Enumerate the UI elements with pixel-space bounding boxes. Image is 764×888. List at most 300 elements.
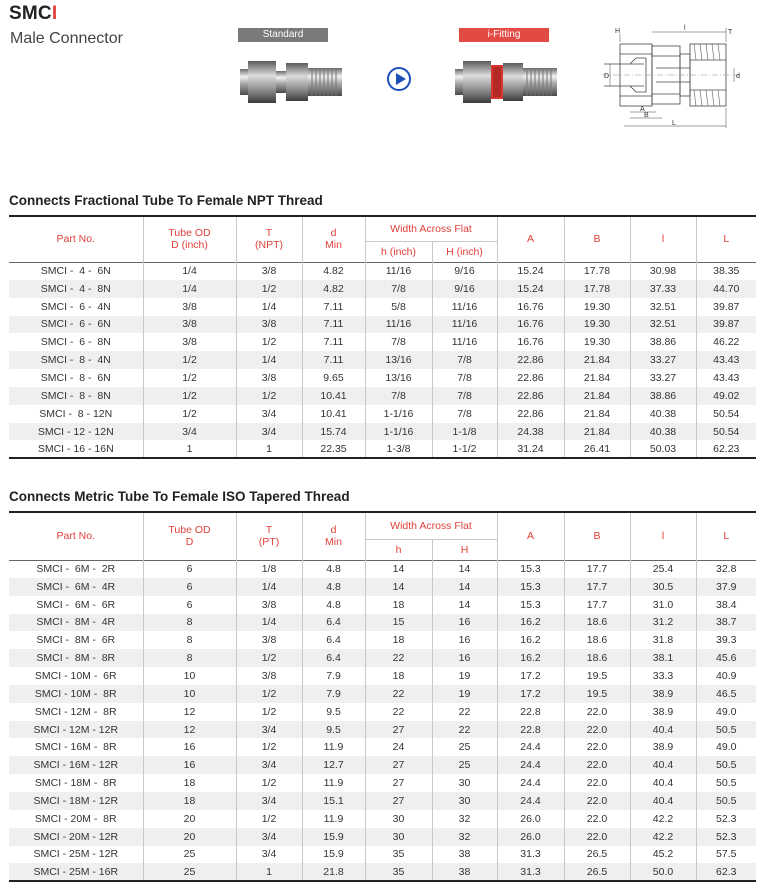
table-cell: 26.5: [564, 846, 630, 864]
table-cell: 16: [432, 649, 497, 667]
table-cell: 4.82: [302, 262, 365, 280]
part-number-cell: SMCI - 18M - 12R: [9, 792, 143, 810]
table-cell: 1-1/2: [432, 440, 497, 458]
table-cell: 3/8: [143, 316, 236, 334]
fractional-spec-table: [9, 215, 756, 459]
table-cell: 30.98: [630, 262, 696, 280]
part-number-cell: SMCI - 12M - 12R: [9, 721, 143, 739]
table-cell: 62.3: [696, 863, 756, 881]
table-cell: 25.4: [630, 560, 696, 578]
table-cell: 16: [432, 631, 497, 649]
table-cell: 24.38: [497, 423, 564, 441]
table-cell: 16.2: [497, 649, 564, 667]
part-number-cell: SMCI - 10M - 6R: [34, 669, 117, 682]
table-cell: 49.0: [696, 703, 756, 721]
col-l-big: L: [696, 216, 756, 262]
table-cell: 16.76: [497, 298, 564, 316]
table-cell: 1/2: [236, 685, 302, 703]
table-cell: 21.8: [302, 863, 365, 881]
table-cell: 7/8: [432, 387, 497, 405]
col-width-across-flat: Width Across Flat: [365, 216, 497, 241]
product-name: Male Connector: [10, 30, 123, 47]
table-cell: 4.8: [302, 596, 365, 614]
table-row: [9, 649, 756, 667]
table-cell: 22.86: [497, 369, 564, 387]
table-row: [9, 774, 756, 792]
col-h-big: H: [432, 539, 497, 560]
table-cell: 1: [143, 440, 236, 458]
table-cell: 1/4: [236, 351, 302, 369]
table-row: [9, 792, 756, 810]
table-cell: 15: [365, 614, 432, 632]
table-cell: 10: [143, 685, 236, 703]
part-number-cell: SMCI - 25M - 12R: [33, 848, 119, 861]
svg-text:L: L: [672, 120, 676, 127]
table-cell: 1-3/8: [365, 440, 432, 458]
table-cell: 18.6: [564, 649, 630, 667]
table-cell: 5/8: [365, 298, 432, 316]
table-cell: 57.5: [696, 846, 756, 864]
part-number-cell: SMCI - 4 - 8N: [9, 280, 143, 298]
svg-text:D: D: [604, 73, 610, 80]
table-cell: 25: [432, 738, 497, 756]
part-number-cell: SMCI - 16M - 12R: [9, 756, 143, 774]
table-cell: 15.3: [497, 596, 564, 614]
col-l-big: L: [696, 512, 756, 560]
table-cell: 1-1/16: [365, 423, 432, 441]
table-cell: 21.84: [564, 351, 630, 369]
part-number-cell: SMCI - 6 - 4N: [40, 300, 111, 313]
table-cell: 22.0: [564, 703, 630, 721]
table-cell: 19.5: [564, 685, 630, 703]
table-cell: 7.9: [302, 667, 365, 685]
col-tube-od: Tube OD D (inch): [143, 216, 236, 262]
table-cell: 17.7: [564, 560, 630, 578]
table-cell: 40.4: [630, 721, 696, 739]
table-cell: 11.9: [302, 774, 365, 792]
table-cell: 38.9: [630, 738, 696, 756]
table-cell: 9.65: [302, 369, 365, 387]
table-cell: 7.11: [302, 351, 365, 369]
col-b: B: [564, 216, 630, 262]
table-row: [9, 685, 756, 703]
svg-text:H: H: [615, 28, 621, 35]
table-cell: 22.0: [564, 738, 630, 756]
table-cell: 13/16: [365, 369, 432, 387]
table-cell: 22.0: [564, 756, 630, 774]
part-number-cell: SMCI - 8M - 8R: [9, 649, 143, 667]
table-cell: 3/8: [236, 667, 302, 685]
table-cell: 16.2: [497, 614, 564, 632]
table-cell: 7/8: [432, 405, 497, 423]
table-cell: 26.0: [497, 810, 564, 828]
part-number-cell: SMCI - 8M - 4R: [9, 614, 143, 632]
table-cell: 3/8: [236, 369, 302, 387]
table-cell: 14: [365, 560, 432, 578]
table-cell: 4.8: [302, 578, 365, 596]
table-cell: 31.24: [497, 440, 564, 458]
table-row: [9, 846, 756, 864]
table-cell: 35: [365, 863, 432, 881]
table-cell: 1/4: [143, 280, 236, 298]
table-cell: 30: [365, 810, 432, 828]
table-cell: 31.8: [630, 631, 696, 649]
table-cell: 1/4: [236, 614, 302, 632]
metric-spec-table: [9, 511, 756, 882]
col-h-small: h (inch): [365, 241, 432, 262]
table-row: [9, 298, 756, 316]
table-cell: 18: [365, 596, 432, 614]
table-cell: 46.5: [696, 685, 756, 703]
table-cell: 43.43: [696, 369, 756, 387]
part-number-cell: SMCI - 8 - 4N: [9, 351, 143, 369]
table-cell: 3/8: [236, 631, 302, 649]
table-cell: 50.5: [696, 721, 756, 739]
table-cell: 17.78: [564, 280, 630, 298]
table-cell: 6.4: [302, 631, 365, 649]
play-arrow-icon[interactable]: [387, 67, 411, 91]
table-cell: 40.9: [696, 667, 756, 685]
table-cell: 50.03: [630, 440, 696, 458]
table-cell: 11/16: [432, 316, 497, 334]
table-cell: 32: [432, 828, 497, 846]
table-row: [9, 387, 756, 405]
table-cell: 14: [432, 596, 497, 614]
table-cell: 22.0: [564, 792, 630, 810]
table-cell: 24.4: [497, 774, 564, 792]
table-cell: 8: [143, 649, 236, 667]
table-cell: 10.41: [302, 405, 365, 423]
table-cell: 25: [143, 863, 236, 881]
col-t: T (NPT): [236, 216, 302, 262]
col-part-no: Part No.: [9, 512, 143, 560]
table-row: [9, 810, 756, 828]
table-cell: 14: [432, 578, 497, 596]
table-cell: 9.5: [302, 721, 365, 739]
table-cell: 38.35: [696, 262, 756, 280]
col-l-small: l: [630, 216, 696, 262]
table-cell: 7.11: [302, 298, 365, 316]
table-cell: 50.5: [696, 774, 756, 792]
table-cell: 3/4: [236, 721, 302, 739]
table-cell: 45.6: [696, 649, 756, 667]
table-cell: 22: [365, 685, 432, 703]
table-cell: 1/2: [236, 810, 302, 828]
table-cell: 33.27: [630, 351, 696, 369]
table-row: [9, 667, 756, 685]
table-cell: 1/2: [236, 387, 302, 405]
table-cell: 7/8: [432, 369, 497, 387]
svg-text:A: A: [640, 106, 645, 113]
table-cell: 6.4: [302, 614, 365, 632]
part-number-cell: SMCI - 6 - 8N: [40, 336, 111, 349]
table-cell: 1/2: [236, 738, 302, 756]
table-cell: 1/2: [143, 369, 236, 387]
part-number-cell: SMCI - 8 - 6N: [40, 371, 111, 384]
col-width-across-flat: Width Across Flat: [365, 512, 497, 539]
table-cell: 38: [432, 846, 497, 864]
table-cell: 1: [236, 863, 302, 881]
table-cell: 11/16: [432, 298, 497, 316]
table-cell: 7.11: [302, 333, 365, 351]
table-cell: 19.5: [564, 667, 630, 685]
table-cell: 30: [432, 792, 497, 810]
table-cell: 38.9: [630, 703, 696, 721]
table-cell: 1/4: [236, 298, 302, 316]
standard-badge: Standard: [238, 28, 328, 42]
table-row: [9, 596, 756, 614]
table-row: [9, 405, 756, 423]
table-cell: 7/8: [365, 333, 432, 351]
table-cell: 9/16: [432, 262, 497, 280]
table-cell: 22: [365, 649, 432, 667]
table-cell: 22.8: [497, 703, 564, 721]
table-cell: 1/2: [236, 774, 302, 792]
table-cell: 18.6: [564, 631, 630, 649]
table-cell: 22.0: [564, 828, 630, 846]
table-cell: 19.30: [564, 316, 630, 334]
table-cell: 7.9: [302, 685, 365, 703]
table-cell: 4.8: [302, 560, 365, 578]
table-cell: 1/4: [143, 262, 236, 280]
table-cell: 3/4: [236, 792, 302, 810]
table-cell: 15.3: [497, 560, 564, 578]
table-cell: 31.3: [497, 863, 564, 881]
table-cell: 37.9: [696, 578, 756, 596]
table-cell: 12.7: [302, 756, 365, 774]
table-cell: 15.24: [497, 262, 564, 280]
table-cell: 11/16: [365, 262, 432, 280]
col-l-small: l: [630, 512, 696, 560]
svg-text:B: B: [644, 112, 649, 119]
table-cell: 32.51: [630, 316, 696, 334]
table-cell: 19: [432, 667, 497, 685]
table-cell: 18: [143, 774, 236, 792]
table-row: [9, 560, 756, 578]
table-cell: 39.87: [696, 316, 756, 334]
part-number-cell: SMCI - 4 - 6N: [9, 262, 143, 280]
ifitting-badge: i-Fitting: [459, 28, 549, 42]
table-cell: 22.35: [302, 440, 365, 458]
table-row: [9, 828, 756, 846]
table-cell: 11.9: [302, 810, 365, 828]
table-cell: 20: [143, 828, 236, 846]
table-cell: 3/4: [143, 423, 236, 441]
table-cell: 16: [432, 614, 497, 632]
table-row: [9, 423, 756, 441]
table-cell: 18: [365, 631, 432, 649]
table-cell: 21.84: [564, 405, 630, 423]
standard-fitting-image: [237, 55, 345, 111]
table-cell: 26.5: [564, 863, 630, 881]
table-cell: 7.11: [302, 316, 365, 334]
table-cell: 3/8: [236, 316, 302, 334]
part-number-cell: SMCI - 8M - 6R: [36, 634, 116, 647]
table-cell: 20: [143, 810, 236, 828]
table-cell: 22.86: [497, 387, 564, 405]
table-cell: 17.2: [497, 685, 564, 703]
table-cell: 50.5: [696, 756, 756, 774]
table-row: [9, 703, 756, 721]
table-cell: 10: [143, 667, 236, 685]
part-number-cell: SMCI - 25M - 16R: [9, 863, 143, 881]
table-cell: 44.70: [696, 280, 756, 298]
table-cell: 6: [143, 560, 236, 578]
table-cell: 62.23: [696, 440, 756, 458]
table-cell: 19.30: [564, 333, 630, 351]
table-cell: 27: [365, 774, 432, 792]
table-cell: 24: [365, 738, 432, 756]
table-cell: 38.7: [696, 614, 756, 632]
col-b: B: [564, 512, 630, 560]
table-row: [9, 578, 756, 596]
table-cell: 9/16: [432, 280, 497, 298]
table-cell: 1/8: [236, 560, 302, 578]
table-cell: 3/4: [236, 756, 302, 774]
table-cell: 19.30: [564, 298, 630, 316]
table-cell: 33.27: [630, 369, 696, 387]
table-row: [9, 721, 756, 739]
table-cell: 17.7: [564, 578, 630, 596]
table-row: [9, 333, 756, 351]
dimension-drawing: [600, 22, 750, 134]
table-cell: 15.9: [302, 846, 365, 864]
table-cell: 40.4: [630, 774, 696, 792]
table-cell: 43.43: [696, 351, 756, 369]
table-cell: 3/8: [143, 333, 236, 351]
table-cell: 16.2: [497, 631, 564, 649]
col-tube-od: Tube OD D: [143, 512, 236, 560]
col-t: T (PT): [236, 512, 302, 560]
table-cell: 31.2: [630, 614, 696, 632]
table-cell: 39.87: [696, 298, 756, 316]
table-cell: 27: [365, 721, 432, 739]
table-row: [9, 262, 756, 280]
table-cell: 52.3: [696, 828, 756, 846]
table-cell: 15.1: [302, 792, 365, 810]
table-cell: 33.3: [630, 667, 696, 685]
table-cell: 38.9: [630, 685, 696, 703]
table-cell: 11/16: [365, 316, 432, 334]
table-cell: 39.3: [696, 631, 756, 649]
table-cell: 1/4: [236, 578, 302, 596]
table-cell: 1-1/8: [432, 423, 497, 441]
table-cell: 40.4: [630, 792, 696, 810]
table-cell: 32: [432, 810, 497, 828]
part-number-cell: SMCI - 20M - 8R: [34, 812, 117, 825]
part-number-cell: SMCI - 6 - 6N: [9, 316, 143, 334]
table-cell: 15.3: [497, 578, 564, 596]
table-cell: 46.22: [696, 333, 756, 351]
table-cell: 38.1: [630, 649, 696, 667]
table-row: [9, 316, 756, 334]
table-cell: 19: [432, 685, 497, 703]
table-cell: 31.0: [630, 596, 696, 614]
table-row: [9, 631, 756, 649]
part-number-cell: SMCI - 16M - 8R: [34, 741, 117, 754]
table-cell: 32.8: [696, 560, 756, 578]
table-cell: 22.0: [564, 721, 630, 739]
table-cell: 22: [432, 721, 497, 739]
part-number-cell: SMCI - 8 - 12N: [39, 407, 113, 420]
table1-title: Connects Fractional Tube To Female NPT Thread: [9, 193, 323, 208]
table-cell: 30: [365, 828, 432, 846]
table-cell: 18: [365, 667, 432, 685]
table-cell: 31.3: [497, 846, 564, 864]
table-cell: 22.8: [497, 721, 564, 739]
table-cell: 1/2: [236, 703, 302, 721]
table-cell: 3/8: [236, 262, 302, 280]
table-cell: 3/4: [236, 423, 302, 441]
table-cell: 21.84: [564, 387, 630, 405]
table-cell: 38.86: [630, 333, 696, 351]
table-cell: 6.4: [302, 649, 365, 667]
table-cell: 17.7: [564, 596, 630, 614]
table-cell: 7/8: [365, 280, 432, 298]
svg-text:l: l: [684, 25, 686, 32]
table-cell: 1/2: [143, 405, 236, 423]
table-cell: 22.0: [564, 810, 630, 828]
col-a: A: [497, 216, 564, 262]
table-cell: 16.76: [497, 333, 564, 351]
table-cell: 22.0: [564, 774, 630, 792]
table-cell: 26.0: [497, 828, 564, 846]
table-cell: 27: [365, 756, 432, 774]
part-number-cell: SMCI - 18M - 8R: [34, 777, 117, 790]
table-cell: 1/2: [236, 333, 302, 351]
table-row: [9, 440, 756, 458]
table-cell: 21.84: [564, 423, 630, 441]
table-cell: 25: [143, 846, 236, 864]
table-cell: 42.2: [630, 810, 696, 828]
table-cell: 26.41: [564, 440, 630, 458]
col-a: A: [497, 512, 564, 560]
table-cell: 50.54: [696, 423, 756, 441]
table-cell: 14: [365, 578, 432, 596]
table-cell: 12: [143, 703, 236, 721]
part-number-cell: SMCI - 20M - 12R: [9, 828, 143, 846]
table-cell: 17.78: [564, 262, 630, 280]
table-cell: 1/2: [143, 387, 236, 405]
table-row: [9, 351, 756, 369]
table-cell: 21.84: [564, 369, 630, 387]
part-number-cell: SMCI - 6M - 6R: [36, 598, 116, 611]
table-row: [9, 738, 756, 756]
table-cell: 22: [432, 703, 497, 721]
table-cell: 12: [143, 721, 236, 739]
table-cell: 1/2: [143, 351, 236, 369]
table-cell: 11/16: [432, 333, 497, 351]
table-cell: 4.82: [302, 280, 365, 298]
table-cell: 52.3: [696, 810, 756, 828]
table-cell: 27: [365, 792, 432, 810]
table-cell: 15.74: [302, 423, 365, 441]
table-cell: 1/2: [236, 649, 302, 667]
table-cell: 3/4: [236, 846, 302, 864]
table-cell: 30: [432, 774, 497, 792]
table-cell: 10.41: [302, 387, 365, 405]
table-cell: 15.9: [302, 828, 365, 846]
svg-text:d: d: [736, 73, 740, 80]
table-cell: 40.38: [630, 423, 696, 441]
table-cell: 8: [143, 614, 236, 632]
table-cell: 8: [143, 631, 236, 649]
table-cell: 13/16: [365, 351, 432, 369]
table-cell: 14: [432, 560, 497, 578]
table-cell: 24.4: [497, 792, 564, 810]
col-h-small: h: [365, 539, 432, 560]
product-code: SMCI: [9, 3, 58, 24]
